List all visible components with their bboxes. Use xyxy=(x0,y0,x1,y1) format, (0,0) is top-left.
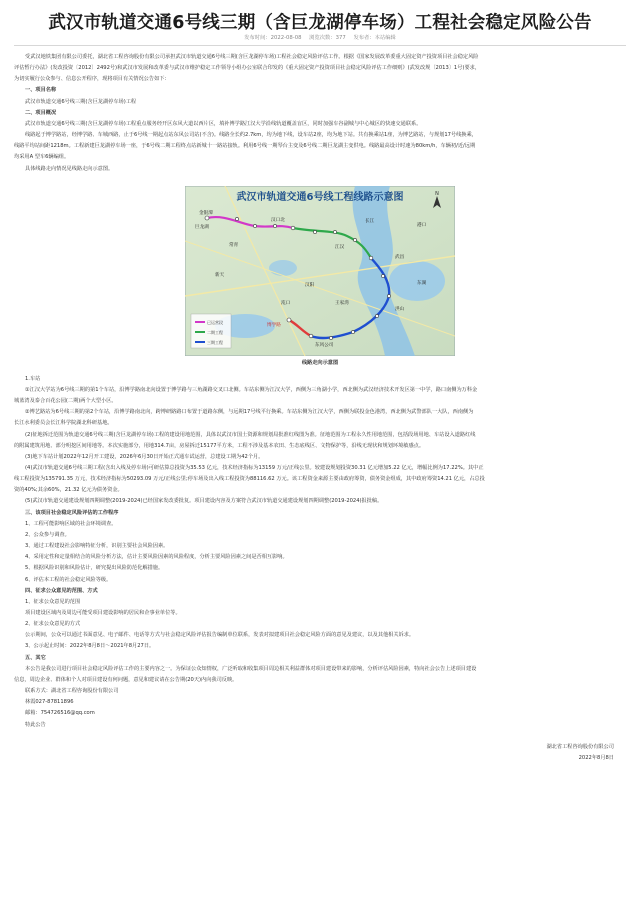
paragraph-line: 邮箱：754726516@qq.com xyxy=(25,710,95,717)
paragraph-line: 均采用A 型车6辆编组。 xyxy=(14,154,70,161)
paragraph-line: 资的40%;其余60%，21.32 亿元为债务资金。 xyxy=(14,487,123,494)
intro-paragraphs xyxy=(14,52,626,175)
paragraph-line: 联系方式：湖北省工程咨询股份有限公司 xyxy=(25,688,119,695)
map-label: 汉阳 xyxy=(305,282,315,288)
paragraph-line: 2、征求公众意见的方式 xyxy=(25,621,81,628)
paragraph-line: 具体线路走向情况见线路走向示意图。 xyxy=(25,165,114,172)
legend-item: 已运营段 xyxy=(207,319,223,325)
paragraph-line: 湖北省工程咨询股份有限公司 xyxy=(546,743,614,750)
paragraph-line: 线工程投资为135791.35 万元，技术经济指标为50293.09 万元/正线公里;停车场及出入线工程投资为88116.62 万元。该工程资金来源主要由政府筹资，债务资金组成，其中政府筹资14.21 亿元，占总投 xyxy=(14,476,485,483)
map-legend xyxy=(191,314,231,348)
map-title: 武汉市轨道交通6号线工程线路示意图 xyxy=(236,191,404,203)
map-label: 博学路 xyxy=(267,322,281,328)
map-label: 金银潭 xyxy=(199,210,213,216)
map-label: 新天 xyxy=(215,272,225,278)
map-label: 常青 xyxy=(229,242,239,248)
paragraph-line: 6、评估本工程的社会稳定风险等级。 xyxy=(25,576,112,583)
paragraph-line: (3)地下车站计划2022年12月开工建设，2026年6月30日开始正式通车试运营，总建设工期为42个月。 xyxy=(25,453,264,460)
paragraph-line: 4、采用定性和定量相结合的风险分析方法，估计主要风险因素的风险程度，分析主要风险因素之间是否相互影响。 xyxy=(25,554,288,561)
paragraph-line: 公示期间，公众可以通过书面意见、电子邮件、电话等方式与社会稳定风险评估报告编制单位联系，发表对拟建项目社会稳定风险方面的意见及建议，以及其他相关诉求。 xyxy=(25,632,415,639)
paragraph-line: 三、该项目社会稳定风险评估的工作程序 xyxy=(25,509,119,516)
paragraph-line: 五、其它 xyxy=(25,654,46,661)
paragraph-line: 线路起于博学路站，经博学路、车城西路，止于6号线一期起点站东风公司站(不含)。线路全长约2.7km，均为地下线，设车站2座，均为地下站。共有换乘站1座，为博艺路站，与规划17号线换乘， xyxy=(25,132,477,139)
paragraph-line: 林霞027-87811896 xyxy=(25,699,74,706)
paragraph-line: 评估暂行办法》(发改投资〔2012〕2492号)和武汉市发展和改革委与武汉市维护稳定工作领导小组办公室联合印发的《重大固定资产投资项目社会稳定风险评估工作细则》(武发改规〔2013〕1号)要求， xyxy=(14,65,481,72)
paragraph-line: 本公告是我公司进行项目社会稳定风险评估工作的主要内容之一。为保证公众知情权，广泛听取和收集项目周边相关利益群体对项目建设带来的影响，分析评估风险因素，特向社会公告上述项目建设 xyxy=(25,665,477,672)
map-label: 沌口 xyxy=(281,300,291,306)
svg-text:N: N xyxy=(435,190,439,197)
publish-date: 发布时间：2022-08-08 xyxy=(244,35,302,41)
paragraph-line: 长江水利委员会长江科学院湖北科研基地。 xyxy=(14,420,113,427)
title-divider xyxy=(14,45,626,46)
paragraph-line: 二、项目概况 xyxy=(25,109,57,116)
map-label: 洪山 xyxy=(395,306,405,312)
paragraph-line: 项目建设区域内及周边可能受项目建设影响的居民和企事业单位等。 xyxy=(25,610,181,616)
paragraph-line: 3、公示起止时间：2022年8月8日～2021年8月27日。 xyxy=(25,643,155,650)
paragraph-line: 城蓝湾及泰合百花公园(二期)两个大型小区。 xyxy=(14,398,117,405)
route-map-figure xyxy=(14,186,626,370)
paragraph-line: 为切实履行公众参与、信息公开程序，现将项目有关情况公告如下： xyxy=(14,76,170,83)
paragraph-line: ①江汉大学站为6号线三期的第1个车站，沿博学路南北向设置于博学路与三角湖路交叉口北侧。车站东侧为江汉大学，西侧为三角湖小学，西北侧为武汉经济技术开发区第一中学，路口南侧为万科金 xyxy=(25,386,478,393)
paragraph-line xyxy=(14,731,626,742)
map-label: 巨龙湖 xyxy=(195,224,209,230)
paragraph-line: 1.车站 xyxy=(25,375,41,382)
map-label: 江汉 xyxy=(335,244,345,250)
paragraph-line: 1、征求公众意见的范围 xyxy=(25,598,81,605)
legend-item: 二期工程 xyxy=(207,329,223,335)
paragraph-line: 5、根据风险识别和风险估计，研究提出风险防范化解措施。 xyxy=(25,565,164,572)
map-caption: 线路走向示意图 xyxy=(301,359,339,366)
map-label: 东湖 xyxy=(417,280,427,286)
paragraph-line: 2022年8月8日 xyxy=(578,755,614,762)
article-body xyxy=(14,52,626,764)
paragraph-line: 特此公告 xyxy=(25,721,46,728)
publisher: 发布者：本站编辑 xyxy=(353,35,396,41)
paragraph-line: 的附属建筑用地、部分明挖区间用地等。本次实施部分，用地314.7亩，房屋拆迁15177平方米，工程不涉及基本农田、生态底线区、文物保护等，沿线无现状和规划环境敏感点。 xyxy=(14,442,425,449)
paragraph-line: 1、工程可能影响区域的社会环境调查。 xyxy=(25,520,117,527)
paragraph-line: ②博艺路站为6号线三期的第2个车站，沿博学路南北向，跨博研路路口布置于道路东侧，与远期17号线平行换乘。车站东侧为江汉大学，西侧为联投金色港湾，西北侧为武警部队一大队，西南侧为 xyxy=(25,409,474,416)
map-label: 汉口北 xyxy=(271,217,285,223)
map-label: 港口 xyxy=(417,222,427,228)
view-count: 浏览次数：377 xyxy=(309,35,346,41)
paragraph-line: 信息，周边企业、群体和个人对项目建设有何问题，意见和建议请在公告期(20天)内向我司反映。 xyxy=(14,676,238,683)
paragraph-line: 四、征求公众意见的范围、方式 xyxy=(25,587,98,594)
paragraph-line: (4)武汉市轨道交通6号线三期工程(含出入线及停车场)可研估算总投资为35.53 亿元，技术经济指标为13159 万元/正线公里。较建设规划投资30.31 亿元增加5.22 亿元，增幅比例为17.22%。其中正 xyxy=(25,464,484,471)
map-label: 武昌 xyxy=(395,254,405,260)
route-map-image xyxy=(185,186,455,356)
map-label: 长江 xyxy=(365,218,375,224)
paragraph-line: 武汉市轨道交通6号线三期(含巨龙湖停车场)工程重点服务经开区东风大道以西片区，填补博学路江汉大学沿线轨道覆盖盲区，同时加强车谷副城与中心城区的快速交通联系。 xyxy=(25,120,422,127)
paragraph-line: 武汉市轨道交通6号线三期(含巨龙湖停车场)工程 xyxy=(25,98,137,105)
map-label: 王家湾 xyxy=(335,300,349,306)
paragraph-line: 一、项目名称 xyxy=(25,87,57,94)
detail-paragraphs xyxy=(14,374,626,764)
legend-item: 三期工程 xyxy=(207,339,223,345)
paragraph-line: 受武汉地铁集团有限公司委托，湖北省工程咨询股份有限公司承担武汉市轨道交通6号线三期(含巨龙湖停车场)工程社会稳定风险评估工作。根据《国家发展改革委重大固定资产投资项目社会稳定风险 xyxy=(25,54,479,60)
paragraph-line: 3、通过工程建设社会影响特征分析，识别主要社会风险因素。 xyxy=(25,543,169,550)
map-label: 东风公司 xyxy=(315,342,334,348)
paragraph-line: 2、公众参与调查。 xyxy=(25,531,70,538)
paragraph-line: (5)武汉市轨道交通建设规划四期调整(2019-2024)已经国家发改委批复。项目建设内容及方案符合武汉市轨道交通建设规划四期调整(2019-2024)报批稿。 xyxy=(25,498,383,505)
paragraph-line: (2)征地拆迁范围为轨道交通6号线三期(含巨龙湖停车场)工程的建设用地范围，具体以武汉市国土资源和规划局批准红线图为准。征地范围为工程永久性用地范围，包括段场用地、车站设入道路红线 xyxy=(25,431,476,438)
paragraph-line: 线路平均站间距1218m。工程新建巨龙湖停车场一座，于6号线二期工程终点站新城十一路站接轨。利用6号线一期琴台主变及6号线二期巨龙湖主变供电。线路最高设计时速为80km/h，车辆初/近/远期 xyxy=(14,143,476,150)
page-title: 武汉市轨道交通6号线三期（含巨龙湖停车场）工程社会稳定风险公告 xyxy=(48,13,592,33)
